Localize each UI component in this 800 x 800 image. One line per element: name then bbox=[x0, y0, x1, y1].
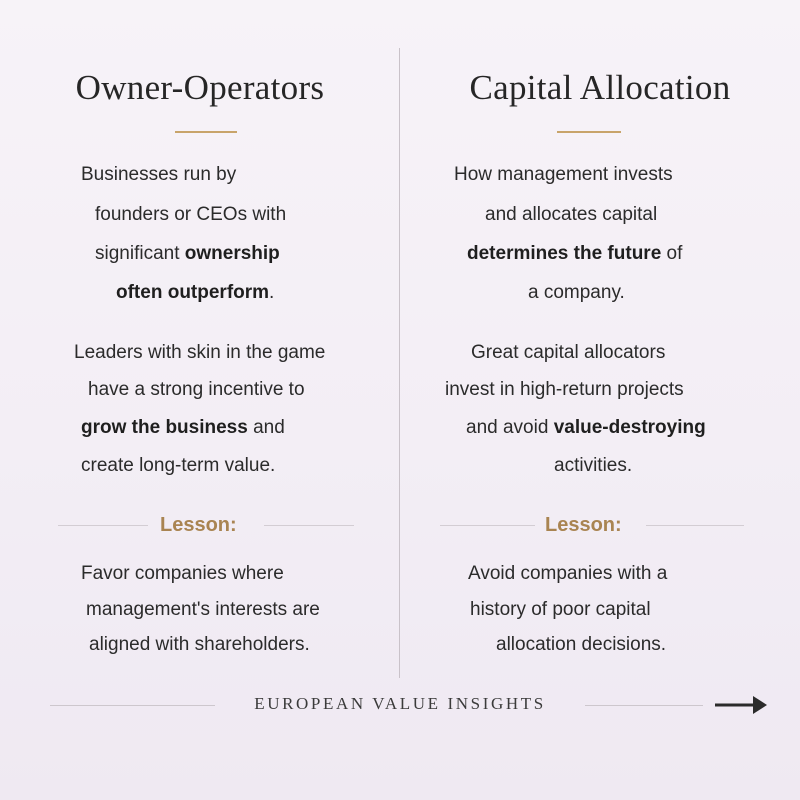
para2-line bbox=[466, 416, 706, 440]
para1-line bbox=[467, 242, 682, 266]
text-segment: create long-term value. bbox=[81, 455, 276, 476]
para2-line bbox=[81, 454, 275, 478]
text-segment: Great capital allocators bbox=[471, 342, 666, 363]
para1-line bbox=[116, 281, 274, 305]
text-segment: activities. bbox=[554, 455, 633, 476]
para2-line bbox=[445, 378, 684, 402]
lesson-line: history of poor capital bbox=[470, 599, 651, 620]
text-segment: invest in high-return projects bbox=[445, 379, 684, 400]
emphasis: ownership bbox=[184, 243, 280, 264]
brand-name: EUROPEAN VALUE INSIGHTS bbox=[254, 694, 546, 713]
text-segment: Leaders with skin in the game bbox=[74, 342, 326, 363]
lesson-header bbox=[0, 514, 400, 538]
text-segment: of bbox=[661, 243, 683, 264]
para2-line bbox=[88, 378, 305, 402]
lesson-line: Avoid companies with a bbox=[468, 563, 668, 584]
title-underline bbox=[557, 131, 621, 133]
text-segment: significant bbox=[95, 243, 185, 264]
para2-line bbox=[471, 341, 665, 365]
emphasis: grow the business bbox=[81, 417, 248, 438]
para1-line bbox=[528, 281, 625, 305]
para1-line bbox=[95, 242, 280, 266]
lesson-label: Lesson: bbox=[160, 514, 237, 536]
footer-rule bbox=[585, 705, 703, 706]
para1-line bbox=[485, 203, 657, 227]
capital-allocation-column bbox=[400, 0, 800, 800]
text-segment: How management invests bbox=[454, 164, 673, 185]
para1-line bbox=[81, 163, 236, 187]
lesson-rule bbox=[58, 525, 148, 526]
column-title: Capital Allocation bbox=[469, 68, 731, 107]
text-segment: and bbox=[247, 417, 285, 438]
text-segment: founders or CEOs with bbox=[95, 204, 287, 225]
para2-line bbox=[81, 416, 285, 440]
lesson-rule bbox=[440, 525, 535, 526]
para1-line bbox=[454, 163, 673, 187]
emphasis: determines the future bbox=[467, 243, 662, 264]
lesson-rule bbox=[264, 525, 354, 526]
text-segment: . bbox=[269, 282, 275, 303]
text-segment: and allocates capital bbox=[485, 204, 658, 225]
text-segment: and avoid bbox=[466, 417, 554, 438]
lesson-rule bbox=[646, 525, 744, 526]
lesson-line: management's interests are bbox=[86, 599, 320, 620]
lesson-line: aligned with shareholders. bbox=[89, 634, 310, 655]
text-segment: have a strong incentive to bbox=[88, 379, 305, 400]
para2-line bbox=[554, 454, 632, 478]
footer-rule bbox=[50, 705, 215, 706]
lesson-header bbox=[400, 514, 800, 538]
lesson-line: allocation decisions. bbox=[496, 634, 667, 655]
lesson-line: Favor companies where bbox=[81, 563, 284, 584]
lesson-label: Lesson: bbox=[545, 514, 622, 536]
column-title: Owner-Operators bbox=[75, 68, 325, 107]
arrow-right-icon[interactable] bbox=[713, 692, 769, 718]
emphasis: value-destroying bbox=[553, 417, 706, 438]
text-segment: a company. bbox=[528, 282, 625, 303]
title-underline bbox=[175, 131, 237, 133]
emphasis: often outperform bbox=[116, 282, 270, 303]
text-segment: Businesses run by bbox=[81, 164, 237, 185]
footer bbox=[0, 692, 800, 732]
para2-line bbox=[74, 341, 325, 365]
para1-line bbox=[95, 203, 286, 227]
